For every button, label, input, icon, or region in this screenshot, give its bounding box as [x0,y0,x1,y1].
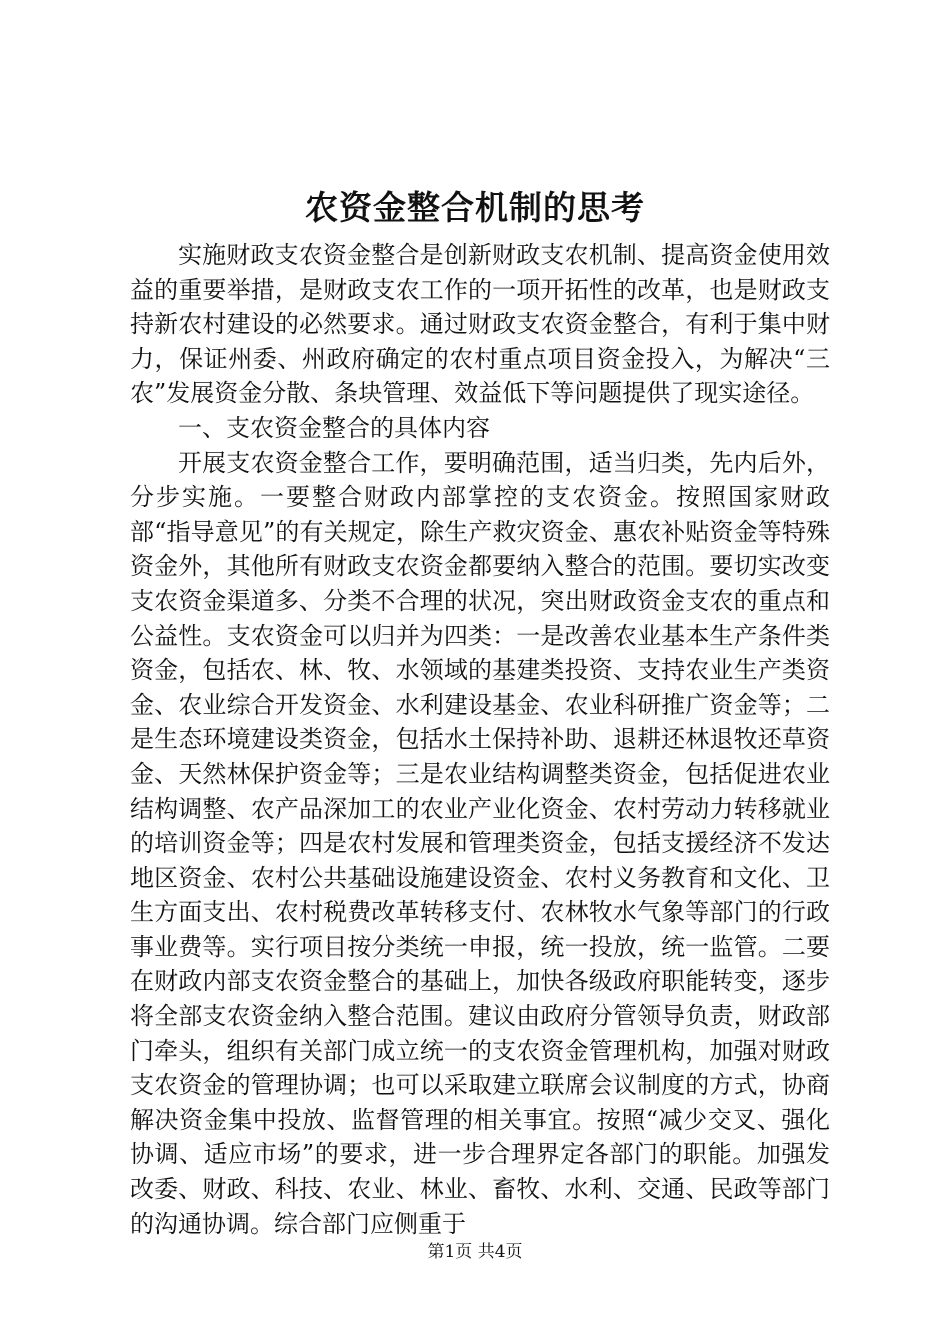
page-number-footer: 第1页 共4页 [427,1242,523,1262]
paragraph-intro: 实施财政支农资金整合是创新财政支农机制、提高资金使用效益的重要举措，是财政支农工作的一项开拓性的改革，也是财政支持新农村建设的必然要求。通过财政支农资金整合，有利于集中财力，保证州委、州政府确定的农村重点项目资金投入，为解决“三农”发展资金分散、条块管理、效益低下等问题提供了现实途径。 [130,241,830,408]
document-title: 农资金整合机制的思考 [305,188,645,227]
section-heading-1: 一、支农资金整合的具体内容 [178,413,490,442]
document-body [130,238,830,1241]
paragraph-section-1: 开展支农资金整合工作，要明确范围，适当归类，先内后外，分步实施。一要整合财政内部掌控的支农资金。按照国家财政部“指导意见”的有关规定，除生产救灾资金、惠农补贴资金等特殊资金外，其他所有财政支农资金都要纳入整合的范围。要切实改变支农资金渠道多、分类不合理的状况，突出财政资金支农的重点和公益性。支农资金可以归并为四类：一是改善农业基本生产条件类资金，包括农、林、牧、水领域的基建类投资、支持农业生产类资金、农业综合开发资金、水利建设基金、农业科研推广资金等；二是生态环境建设类资金，包括水土保持补助、退耕还林退牧还草资金、天然林保护资金等；三是农业结构调整类资金，包括促进农业结构调整、农产品深加工的农业产业化资金、农村劳动力转移就业的培训资金等；四是农村发展和管理类资金，包括支援经济不发达地区资金、农村公共基础设施建设资金、农村义务教育和文化、卫生方面支出、农村税费改革转移支付、农林牧水气象等部门的行政事业费等。实行项目按分类统一申报，统一投放，统一监管。二要在财政内部支农资金整合的基础上，加快各级政府职能转变，逐步将全部支农资金纳入整合范围。建议由政府分管领导负责，财政部门牵头，组织有关部门成立统一的支农资金管理机构，加强对财政支农资金的管理协调；也可以采取建立联席会议制度的方式，协商解决资金集中投放、监督管理的相关事宜。按照“减少交叉、强化协调、适应市场”的要求，进一步合理界定各部门的职能。加强发改委、财政、科技、农业、林业、畜牧、水利、交通、民政等部门的沟通协调。综合部门应侧重于 [130,448,830,1238]
